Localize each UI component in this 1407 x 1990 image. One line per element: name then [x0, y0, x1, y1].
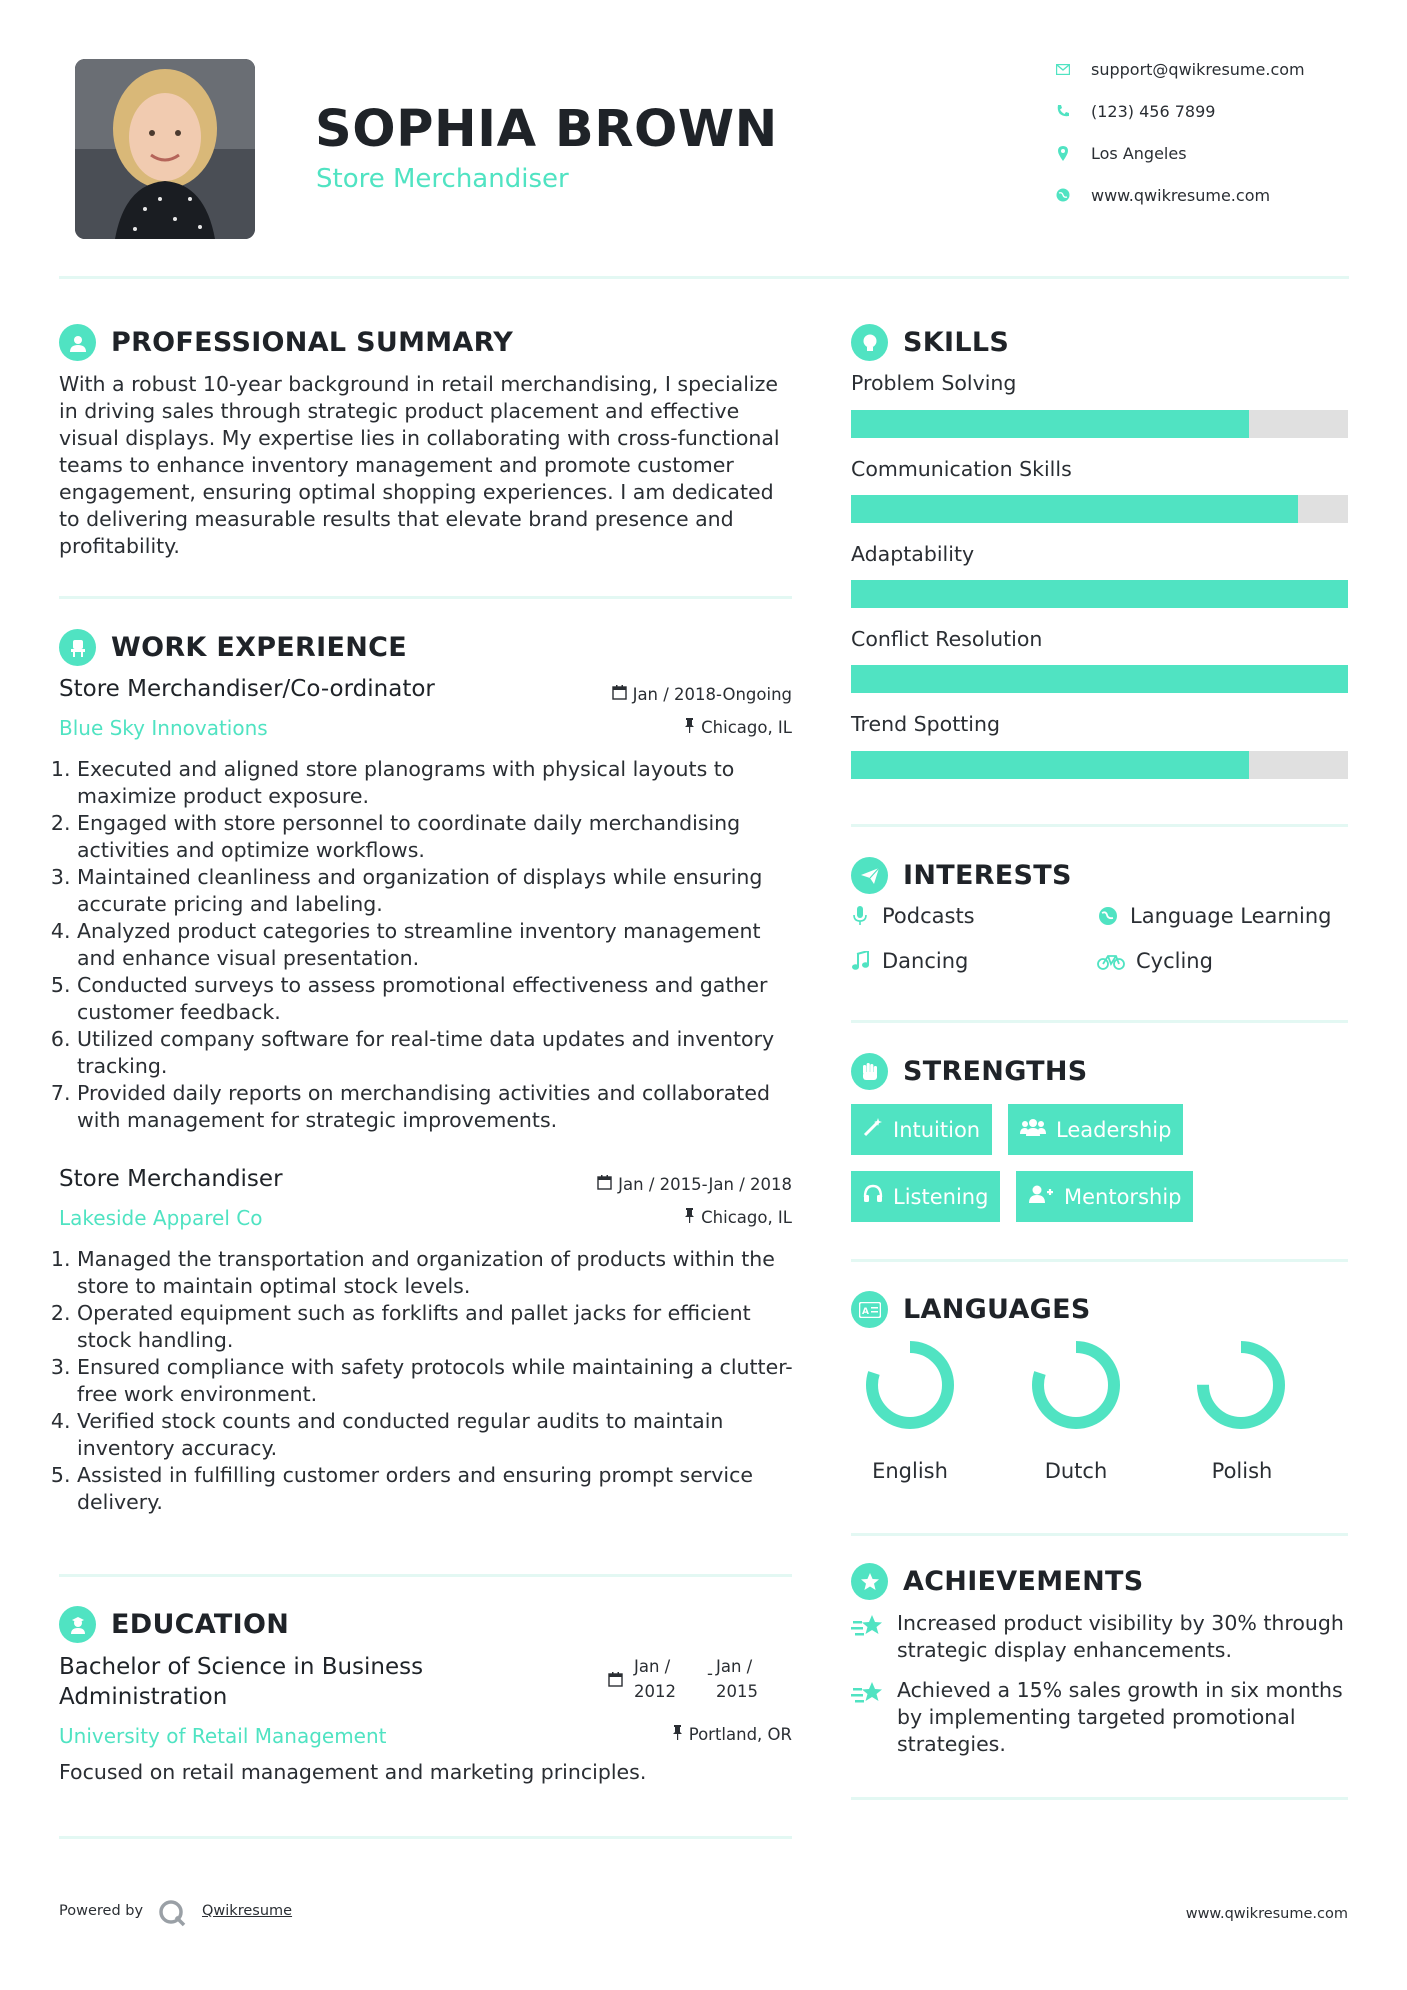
job-location — [500, 1208, 792, 1227]
skill-bar-fill — [851, 665, 1348, 693]
calendar-icon — [608, 1672, 623, 1691]
languages-divider — [851, 1533, 1348, 1536]
portrait-image — [75, 59, 255, 239]
list-item: 2. Engaged with store personnel to coordinate daily merchandising activities and optimize workflows. — [77, 810, 799, 864]
strength-tag — [851, 1171, 1000, 1222]
music-note-icon — [848, 949, 872, 973]
language-level-ring — [1196, 1340, 1286, 1430]
skill-bar-fill — [851, 751, 1249, 779]
summary-divider — [59, 596, 792, 599]
achievements-heading — [851, 1563, 1144, 1600]
job-title: Store Merchandiser/Co-ordinator — [59, 676, 435, 702]
interest-label: Dancing — [882, 949, 969, 973]
bicycle-icon — [1096, 949, 1126, 973]
list-item: 2. Operated equipment such as forklifts and pallet jacks for efficient stock handling. — [77, 1300, 799, 1354]
profile-photo — [75, 59, 255, 239]
experience-heading — [59, 629, 407, 666]
strength-tag — [851, 1104, 992, 1155]
edu-date-separator: - — [707, 1664, 713, 1683]
language-level-arc — [1203, 1347, 1279, 1423]
job-title: Store Merchandiser — [59, 1166, 283, 1192]
strengths-title: STRENGTHS — [903, 1056, 1088, 1087]
interest-item — [848, 904, 975, 928]
pushpin-icon — [684, 1208, 695, 1227]
candidate-role: Store Merchandiser — [316, 164, 569, 194]
language-label: English — [872, 1459, 948, 1483]
achievement-text: Achieved a 15% sales growth in six months by implementing targeted promotional strategies. — [897, 1678, 1343, 1756]
pushpin-icon — [672, 1725, 683, 1744]
skills-title: SKILLS — [903, 327, 1010, 358]
user-plus-icon — [1028, 1184, 1054, 1209]
list-item: 7. Provided daily reports on merchandising activities and collaborated with management for strategic improvements. — [77, 1080, 799, 1134]
shooting-star-icon — [851, 1612, 885, 1642]
headphones-icon — [863, 1184, 883, 1209]
candidate-name: SOPHIA BROWN — [315, 100, 778, 159]
strength-label: Intuition — [893, 1117, 981, 1142]
header-divider — [59, 276, 1349, 279]
interests-heading — [851, 857, 1072, 894]
experience-title: WORK EXPERIENCE — [111, 632, 407, 663]
star-badge-icon — [851, 1563, 888, 1600]
skills-heading — [851, 324, 1009, 361]
contact-phone[interactable] — [1055, 100, 1385, 122]
contact-phone-text: (123) 456 7899 — [1091, 101, 1216, 121]
achievements-divider — [851, 1797, 1348, 1800]
qwikresume-logo-icon — [157, 1898, 187, 1932]
degree-line-1: Bachelor of Science in Business — [59, 1654, 424, 1680]
group-icon — [1020, 1117, 1046, 1142]
graduate-icon — [59, 1606, 96, 1643]
contact-email[interactable] — [1055, 58, 1385, 80]
list-item: 6. Utilized company software for real-time data updates and inventory tracking. — [77, 1026, 799, 1080]
strengths-divider — [851, 1259, 1348, 1262]
map-pin-icon — [1055, 145, 1071, 161]
strength-tag — [1016, 1171, 1193, 1222]
edu-end-year: 2015 — [716, 1682, 758, 1701]
language-card-icon — [851, 1291, 888, 1328]
summary-text: With a robust 10-year background in retail merchandising, I specialize in driving sales through strategic product placement and effective visual displays. My expertise lies in collaborating with cross-functional teams to enhance inventory management and promote customer engagement, ensuring optimal shopping experiences. I am dedicated to delivering measurable results that elevate brand presence and profitability. — [59, 372, 780, 558]
education-heading — [59, 1606, 289, 1643]
job-dates-text: Jan / 2015-Jan / 2018 — [618, 1175, 792, 1194]
interest-item — [1096, 904, 1331, 928]
skill-bar-fill — [851, 495, 1298, 523]
magic-wand-icon — [863, 1117, 883, 1142]
interest-item — [848, 949, 968, 973]
edu-start-year: 2012 — [634, 1682, 676, 1701]
calendar-icon — [612, 685, 627, 704]
education-title: EDUCATION — [111, 1609, 290, 1640]
achievement-item — [851, 1677, 1351, 1758]
edu-start-month: Jan / — [634, 1657, 671, 1676]
language-level-arc — [1038, 1347, 1114, 1423]
strength-label: Listening — [893, 1184, 989, 1209]
list-item: 3. Ensured compliance with safety protocols while maintaining a clutter-free work environment. — [77, 1354, 799, 1408]
language-level-ring — [1031, 1340, 1121, 1430]
footer-website[interactable]: www.qwikresume.com — [1185, 1906, 1348, 1922]
language-level-ring — [865, 1340, 955, 1430]
language-label: Polish — [1211, 1459, 1273, 1483]
interests-title: INTERESTS — [903, 860, 1072, 891]
skill-label: Problem Solving — [851, 371, 1017, 395]
lightbulb-icon — [851, 324, 888, 361]
company-name: Lakeside Apparel Co — [59, 1206, 263, 1230]
list-item: 1. Executed and aligned store planograms with physical layouts to maximize product exposure. — [77, 756, 799, 810]
experience-divider — [59, 1574, 792, 1577]
education-description: Focused on retail management and marketing principles. — [59, 1760, 647, 1784]
list-item: 4. Verified stock counts and conducted regular audits to maintain inventory accuracy. — [77, 1408, 799, 1462]
skills-divider — [851, 824, 1348, 827]
skill-bar-fill — [851, 580, 1348, 608]
envelope-icon — [1055, 61, 1071, 77]
language-level-arc — [872, 1347, 948, 1423]
globe-icon — [1096, 904, 1120, 928]
globe-icon — [1055, 187, 1071, 203]
job-location-text: Chicago, IL — [701, 1208, 792, 1227]
microphone-icon — [848, 904, 872, 928]
chair-icon — [59, 629, 96, 666]
skill-bar — [851, 580, 1348, 608]
skill-bar — [851, 751, 1348, 779]
powered-by-text: Powered by — [59, 1903, 144, 1919]
job-dates — [500, 685, 792, 704]
contact-location-text: Los Angeles — [1091, 143, 1187, 163]
list-item: 4. Analyzed product categories to streamline inventory management and enhance visual presentation. — [77, 918, 799, 972]
job-duties-list — [59, 756, 799, 1134]
language-label: Dutch — [1044, 1459, 1108, 1483]
skill-label: Adaptability — [851, 542, 975, 566]
job-location — [500, 718, 792, 737]
edu-end-month: Jan / — [716, 1657, 753, 1676]
achievements-title: ACHIEVEMENTS — [903, 1566, 1144, 1597]
user-icon — [59, 324, 96, 361]
interest-label: Language Learning — [1130, 904, 1332, 928]
job-dates — [500, 1175, 792, 1194]
phone-icon — [1055, 103, 1071, 119]
achievement-text: Increased product visibility by 30% through strategic display enhancements. — [897, 1611, 1344, 1662]
interest-label: Podcasts — [882, 904, 975, 928]
fist-icon — [851, 1053, 888, 1090]
job-duties-list — [59, 1246, 799, 1516]
education-divider — [59, 1836, 792, 1839]
job-location-text: Chicago, IL — [701, 718, 792, 737]
edu-location — [560, 1725, 792, 1744]
contact-website-text: www.qwikresume.com — [1091, 185, 1271, 205]
contact-location — [1055, 142, 1385, 164]
skill-bar-fill — [851, 410, 1249, 438]
pushpin-icon — [684, 718, 695, 737]
contact-email-text: support@qwikresume.com — [1091, 59, 1305, 79]
calendar-icon — [597, 1175, 612, 1194]
skill-bar — [851, 665, 1348, 693]
list-item: 1. Managed the transportation and organization of products within the store to maintain optimal stock levels. — [77, 1246, 799, 1300]
svg-text:A: A — [861, 1306, 869, 1317]
list-item: 5. Conducted surveys to assess promotional effectiveness and gather customer feedback. — [77, 972, 799, 1026]
contact-website[interactable] — [1055, 184, 1385, 206]
achievement-item — [851, 1610, 1351, 1664]
company-name: Blue Sky Innovations — [59, 716, 268, 740]
skill-label: Conflict Resolution — [851, 627, 1043, 651]
skill-bar — [851, 495, 1348, 523]
edu-location-text: Portland, OR — [688, 1725, 792, 1744]
strengths-heading — [851, 1053, 1088, 1090]
interest-item — [1096, 949, 1213, 973]
summary-title: PROFESSIONAL SUMMARY — [111, 327, 514, 358]
school-name: University of Retail Management — [59, 1724, 387, 1748]
summary-heading — [59, 324, 513, 361]
list-item: 5. Assisted in fulfilling customer orders and ensuring prompt service delivery. — [77, 1462, 799, 1516]
strength-label: Mentorship — [1064, 1184, 1182, 1209]
shooting-star-icon — [851, 1679, 885, 1709]
strength-tag — [1008, 1104, 1183, 1155]
languages-title: LANGUAGES — [903, 1294, 1091, 1325]
degree-line-2: Administration — [59, 1684, 228, 1710]
skill-label: Trend Spotting — [851, 712, 1000, 736]
qwikresume-link[interactable]: Qwikresume — [202, 1903, 293, 1919]
interests-divider — [851, 1020, 1348, 1023]
paper-plane-icon — [851, 857, 888, 894]
languages-heading — [851, 1291, 1091, 1328]
skill-bar — [851, 410, 1348, 438]
job-dates-text: Jan / 2018-Ongoing — [632, 685, 792, 704]
strength-label: Leadership — [1056, 1117, 1172, 1142]
list-item: 3. Maintained cleanliness and organization of displays while ensuring accurate pricing and labeling. — [77, 864, 799, 918]
skill-label: Communication Skills — [851, 457, 1072, 481]
interest-label: Cycling — [1136, 949, 1213, 973]
